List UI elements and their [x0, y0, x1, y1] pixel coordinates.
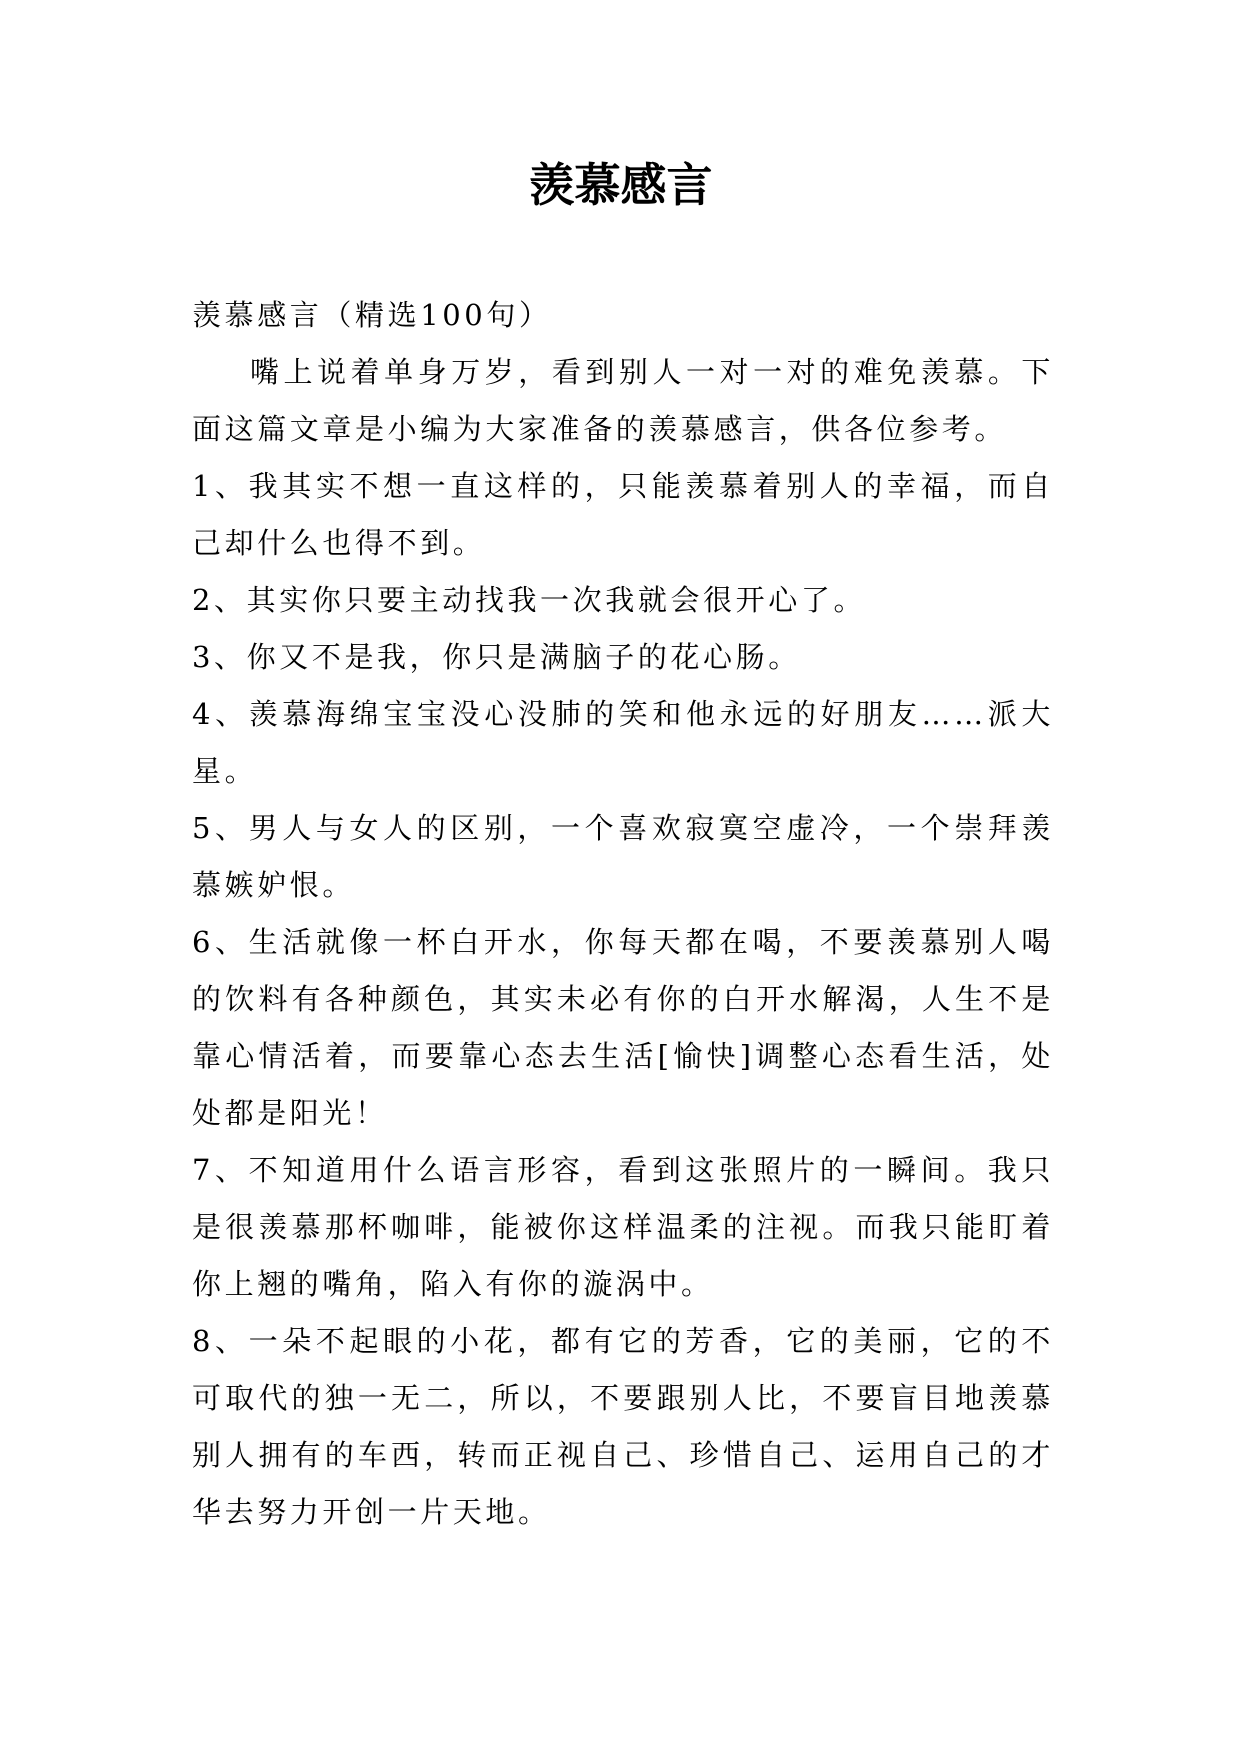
document-body	[192, 287, 1054, 1541]
document-title: 羡慕感言	[528, 158, 713, 212]
list-item: 4、羡慕海绵宝宝没心没肺的笑和他永远的好朋友……派大星。	[192, 697, 1054, 788]
intro-paragraph: 嘴上说着单身万岁，看到别人一对一对的难免羡慕。下面这篇文章是小编为大家准备的羡慕感言，供各位参考。	[192, 355, 1054, 446]
list-item: 6、生活就像一杯白开水，你每天都在喝，不要羡慕别人喝的饮料有各种颜色，其实未必有你的白开水解渴，人生不是靠心情活着，而要靠心态去生活[愉快]调整心态看生活，处处都是阳光！	[192, 925, 1054, 1130]
list-item: 8、一朵不起眼的小花，都有它的芳香，它的美丽，它的不可取代的独一无二，所以，不要跟别人比，不要盲目地羡慕别人拥有的车西，转而正视自己、珍惜自己、运用自己的才华去努力开创一片天地。	[192, 1324, 1054, 1529]
list-item: 3、你又不是我，你只是满脑子的花心肠。	[192, 640, 801, 674]
list-item: 7、不知道用什么语言形容，看到这张照片的一瞬间。我只是很羡慕那杯咖啡，能被你这样温柔的注视。而我只能盯着你上翘的嘴角，陷入有你的漩涡中。	[192, 1153, 1054, 1301]
list-item: 1、我其实不想一直这样的，只能羡慕着别人的幸福，而自己却什么也得不到。	[192, 469, 1054, 560]
document-subtitle: 羡慕感言（精选100句）	[192, 298, 552, 332]
list-item: 2、其实你只要主动找我一次我就会很开心了。	[192, 583, 867, 617]
list-item: 5、男人与女人的区别，一个喜欢寂寞空虚冷，一个崇拜羡慕嫉妒恨。	[192, 811, 1054, 902]
